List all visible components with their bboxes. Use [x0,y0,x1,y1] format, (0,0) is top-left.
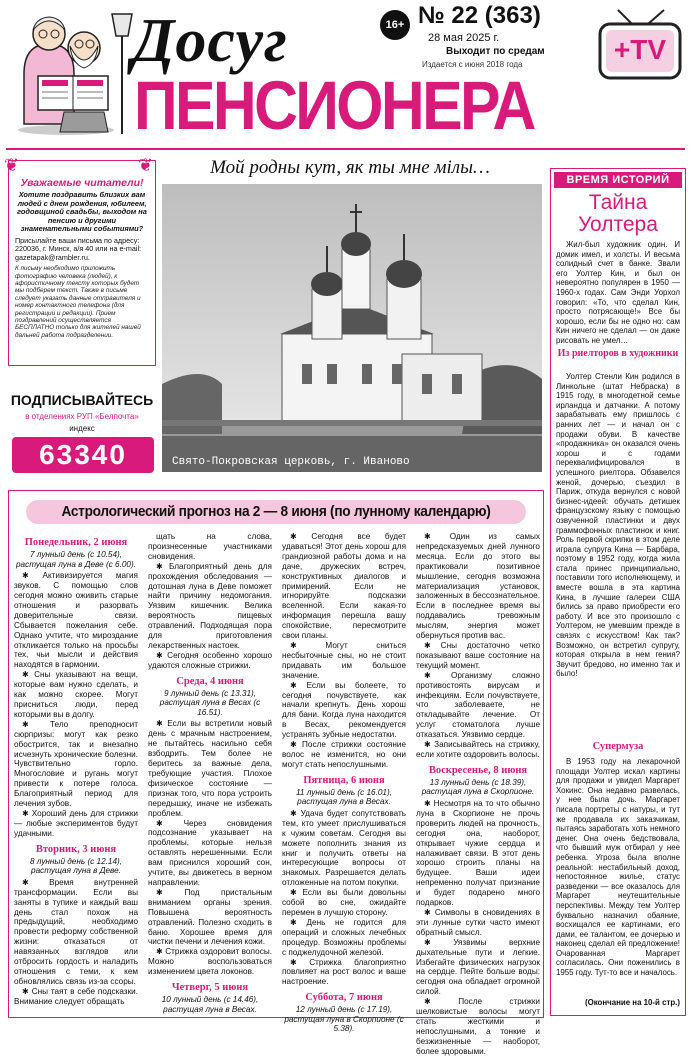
masthead-rule [6,148,685,150]
history-paragraph: Уолтер Стенли Кин родился в Линкольне (штат Небраска) в 1915 году, в многодетной семье ирландца и датчанки. А потому зарабатывать ему пришлось с ранних лет — и начал он с продажи обуви. В качестве «продажника» он оказался очень хорош и с годами переквалифицировался в успешного риелтора. Обзавелся женой, дочерью, съездил в Париж, откуда вернулся с новой бизнес-идеей: обучать детишек французскому языку с помощью озвученной пластинки и двух граммофонных пластинок и книг. Роль первой скрипки в этом деле играла супруга Кина — Барбара, поэтому в 1952 году, когда жила стала принес принципиально, поставили того исполняющему, и вместе вошла в эта картина Кина, в лучшие галереи США бились за право приобрести его работу. И все это произошло с Уолтером, не умевшим прежде в связях с искусством! Как так? Возможно, он встретил супругу, которая открыла в нем гения? Звучит бредово, но именно так и было! [556,372,680,679]
subscribe-index-label: индекс [69,424,95,433]
forecast-paragraph: ✱ Записывайтесь на стрижку, если хотите оздоровить волосы. [416,740,540,759]
forecast-paragraph: ✱ Если вы встретили новый день с мрачным настроением, не пытайтесь насильно себя взбодрить. Тем более не беритесь за важные дела, требующие участия. Плохое физическое состояние — признак того, что пора устроить передышку, иначе не избежать проблем. [148,719,272,818]
moon-phase: 11 лунный день (с 16.01), растущая луна в Весах. [295,787,392,807]
forecast-paragraph: ✱ Могут сниться несбыточные сны, но не стоит придавать им большое значение. [282,640,406,680]
day-heading: Суббота, 7 июня [305,992,383,1004]
day-heading: Среда, 4 июня [176,675,244,687]
moon-phase: 13 лунный день (с 18.39), растущая луна в Скорпионе. [421,777,535,797]
moon-phase: 8 лунный день (с 12.14), растущая луна в Деве. [29,856,123,876]
issue-since: Издается с июня 2018 года [422,60,523,69]
forecast-paragraph: ✱ Стрижка благоприятно повлияет на рост волос и ваше настроение. [282,957,406,987]
subscribe-title: ПОДПИСЫВАЙТЕСЬ [10,392,154,408]
forecast-paragraph: ✱ Удача будет сопутствовать тем, кто умеет прислушиваться к чужим советам. Сегодня вы можете пополнить знания из книг и получить ответы на интересующие вопросы от знакомых. Разрешается делать отложенные на потом покупки. [282,808,406,888]
day-heading: Понедельник, 2 июня [24,537,128,548]
forecast-paragraph: ✱ Сны указывают на вещи, которые вам нужно сделать, и как можно скорее. Могут присниться люди, перед которыми вы в долгу. [14,670,138,719]
title-line2: ПЕНСИОНЕРА [134,67,534,144]
forecast-paragraph: ✱ Организму сложно противостоять вирусам и инфекциям. Если почувствуете, что заболеваете, не откладывайте лечение. От услуг стоматолога лучше отказаться. Уязвимо сердце. [416,670,540,740]
moon-phase: 10 лунный день (с 14.46), растущая луна в Весах. [161,995,259,1014]
forecast-paragraph: ✱ Символы в сновидениях в эти лунные сутки часто имеют обратный смысл. [416,908,540,937]
forecast-paragraph: ✱ Один из самых непредсказуемых дней лунного месяца. Если до этого вы практиковали позитивное мышление, сегодня возможна материализация установок, заложенных в бессознательное. Если в последнее время вы поддавались тревожным мыслям, энергия может обернуться против вас. [416,532,540,641]
history-title: Тайна Уолтера [578,191,658,236]
forecast-paragraph: ✱ Через сновидения подсознание указывает на проблемы, которые нельзя оставлять нерешенными. Если вам приснился хороший сон, учтите, вы движетесь в верном направлении. [148,818,272,887]
forecast-paragraph: ✱ Если вы болеете, то сегодня почувствуете, как начали крепнуть. День хорош для бани. Когда луна находится в Весах, рекомендуется устранять зубные недостатки. [282,680,406,740]
forecast-paragraph: ✱ Уязвимы верхние дыхательные пути и легкие. Избегайте физических нагрузок на сердце. Пейте больше воды: сегодня она обладает огромной силой. [416,937,540,997]
tv-badge: +TV [613,34,667,65]
astro-title-bar [26,500,526,524]
moon-phase: 7 лунный день (с 10.54), растущая луна в Деве (с 6.00). [16,550,136,569]
forecast-paragraph: ✱ Активизируется магия звуков. С помощью слов сегодня можно оживить старые отношения и разорвать доверительные связи. Сбывается пожелания себе. Однако учтите, что мироздание откликается только на просьбы тех, чьи мысли и действия находятся в гармонии. [14,571,138,670]
day-heading: Четверг, 5 июня [171,982,249,994]
moon-phase: 9 лунный день (с 13.31), растущая луна в Весах (с 16.51). [159,688,261,717]
moon-phase: 12 лунный день (с 17.19), растущая луна в Скорпионе (с 5.38). [284,1005,404,1034]
forecast-paragraph: ✱ Сны таят в себе подсказки. Внимание следует обращать [14,986,138,1006]
history-rubric: ВРЕМЯ ИСТОРИЙ [554,172,682,188]
subscribe-index-badge [12,437,154,473]
reader-notice-box [8,160,156,366]
issue-date: 28 мая 2025 г. [428,32,500,44]
forecast-paragraph: ✱ Несмотря на то что обычно луна в Скорпионе не прочь проверить людей на прочность, сегодня она, наоборот, открывает чужие сердца и налаживает связи. В этот день хорошо строить планы на будущее. Ваши идеи непременно получат признание и будет подарено много подарков. [416,799,540,908]
subscribe-where: в отделениях РУП «Белпочта» [25,412,139,421]
forecast-paragraph: ✱ Сны достаточно четко показывают ваше состояние на текущий момент. [416,640,540,670]
forecast-paragraph: ✱ Хороший день для стрижки — любые экспериментов будут удачными. [14,808,138,838]
photo-caption: Свято-Покровская церковь, г. Иваново [172,456,410,468]
notice-note: К письму необходимо приложить фотографию человека (людей), к афористичному тексту которых будет мы подберем текст. Также в письме следует указать данные отправителя и номер контактного телефона (для регистрации и редакции). Прием поздравлений осуществляется БЕСПЛАТНО только для жителей нашей дальней работа подразделении. [15,265,141,339]
corner-ornament: ❦ [4,155,20,175]
astro-column-1 [14,532,138,1016]
history-paragraph: В 1953 году на лекарочной площади Уолтер искал картины для продажи и увидел Маргарет Хокинс. Она недавно развелась, у нее была дочь. Маргарет писала портреты с натуры, и тут же продавала их заказчикам, пытаясь заработать хоть немного денег. Она очень бедствовала, что бывший муж отбирал у нее ребенка. Угроза была вполне реальной: нестабильный доход, непостоянное жилье, статус разведенки — все оказалось для Маргарет неутешительные перспективы. Между тем Уолтер буквально назначил обаяние, восхищался ее картинами, его дами, ее талантом, ее дочерью и наконец сделал ей предложение! Очарованная Маргарет согласилась. Они поженились в 1955 году. Тут-то все и началось. [556,757,680,978]
notice-title: Уважаемые читатели! [20,177,144,189]
forecast-paragraph: ✱ Под пристальным вниманием органы зрения. Повышена вероятность отравлений. Полезно сходить в баню. Хорошее время для чистки печени и лечения кожи. [148,887,272,947]
history-subheading: Супермуза [592,741,644,752]
forecast-paragraph: ✱ Сегодня все будет удаваться! Этот день хорош для грандиозной работы дома и на даче, дружеских встреч, конструктивных диалогов и примирений. Если не игнорируйте подсказки вселенной. Если какая-то информация перешла вашу спокойствие, пересмотрите свои планы. [282,532,406,641]
forecast-paragraph: ✱ Время внутренней трансформации. Если вы заняты в тупике и каждый ваш день стал похож на предыдущий, необходимо провести реформу собственной жизни: отказаться от навязанных взглядов или отбросить гордость и наладить отношения с теми, к кем обновлялись связь из-за ссоры. [14,877,138,986]
subscribe-index: 63340 [39,439,127,470]
history-intro: Жил-был художник один. И домик имел, и холсты. И весьма солидный счет в банке. Звали его Уолтер Кин, и был он невероятно популярен в 1950 — 1960-х годах. Сам Энди Уорхол говорил: «То, что сделал Кин, просто потрясающе!» Все бы хорошо, если бы не одно но: сам Кин ничего не сделал — он даже рисовать не умел… [556,240,680,345]
issue-schedule: Выходит по средам [446,46,545,57]
notice-body: Хотите поздравить близких вам людей с днем рождения, юбилеем, годовщиной свадьбы, выходом на пенсию и другими знаменательными событиями? [17,190,147,234]
history-continuation: (Окончание на 10-й стр.) [584,998,680,1007]
forecast-paragraph: ✱ Благоприятный день для прохождения обследования — дотошная луна в Деве поможет найти причину недомогания. Уязвим кишечник. Велика вероятность пищевых отравлений. Подходящая пора для приготовления лекарственных настоек. [148,561,272,650]
astro-title: Астрологический прогноз на 2 — 8 июня (по лунному календарю) [61,504,491,520]
day-heading: Пятница, 6 июня [303,774,385,786]
mascot-illustration [4,4,134,136]
forecast-paragraph: ✱ Стрижка оздоровит волосы. Можно воспользоваться изменением цвета локонов. [148,947,272,977]
issue-number: № 22 (363) [418,2,541,29]
forecast-paragraph: ✱ После стрижки состояние волос не изменится, но они могут стать непослушными. [282,740,406,769]
age-badge: 16+ [380,10,410,40]
day-heading: Вторник, 3 июня [35,843,117,855]
history-subheading: Из риелторов в художники [557,348,679,359]
forecast-paragraph: ✱ После стрижки шелковистые волосы могут стать жесткими и непослушными, а тонкие и безжизненные — наоборот, более здоровыми. [416,997,540,1056]
forecast-paragraph: ✱ Если вы были довольны собой во сне, ожидайте перемен в лучшую сторону. [282,888,406,917]
forecast-paragraph: щать на слова, произнесенные участниками сновидения. [148,532,272,561]
astro-column-3 [282,532,406,1034]
astro-column-4 [416,532,540,1056]
day-heading: Воскресенье, 8 июня [428,764,528,776]
slogan: Мой родны кут, як ты мне мілы… [210,157,490,178]
astro-column-2 [148,532,272,1016]
notice-mail: Присылайте ваши письма по адресу: 220036, г. Минск, а/я 40 или на e-mail: gazetapak@rambler.ru. [15,235,142,262]
corner-ornament: ❦ [138,155,154,175]
forecast-paragraph: ✱ День не годится для операций и сложных лечебных процедур. Возможны проблемы с поджелудочной железой. [282,917,406,957]
forecast-paragraph: ✱ Тело преподносит сюрпризы: могут как резко обострится, так и внезапно исчезнуть хронические болезни. Чувствительно горло. Многословие и ругань могут привести к потере голоса. Благоприятный период для лечения зубов. [14,719,138,809]
title-line1: Досуг [132,7,288,75]
church-photo [162,184,542,472]
forecast-paragraph: ✱ Сегодня особенно хорошо удаются сложные стрижки. [148,650,272,670]
